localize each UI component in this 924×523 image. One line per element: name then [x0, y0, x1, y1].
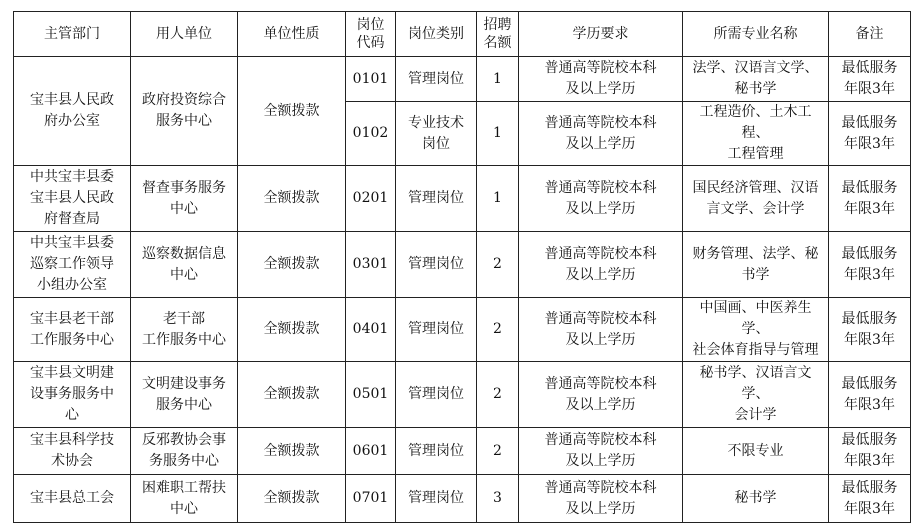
table-row: [14, 362, 911, 428]
category-cell: 管理岗位: [396, 428, 477, 475]
dept-cell: 宝丰县文明建 设事务服务中 心: [14, 362, 131, 428]
education-cell: 普通高等院校本科 及以上学历: [519, 102, 683, 166]
nature-cell: 全额拨款: [238, 362, 346, 428]
table-row: [14, 428, 911, 475]
category-cell: 管理岗位: [396, 232, 477, 298]
unit-cell: 反邪教协会事 务服务中心: [131, 428, 238, 475]
nature-cell: 全额拨款: [238, 166, 346, 232]
quota-cell: 2: [477, 232, 519, 298]
remark-cell: 最低服务 年限3年: [829, 362, 911, 428]
code-cell: 0701: [346, 475, 396, 523]
category-cell: 管理岗位: [396, 166, 477, 232]
nature-cell: 全额拨款: [238, 475, 346, 523]
header-nature: 单位性质: [238, 12, 346, 57]
category-cell: 管理岗位: [396, 298, 477, 362]
table-row: [14, 232, 911, 298]
code-cell: 0301: [346, 232, 396, 298]
category-cell: 管理岗位: [396, 362, 477, 428]
unit-cell: 文明建设事务 服务中心: [131, 362, 238, 428]
remark-cell: 最低服务 年限3年: [829, 428, 911, 475]
education-cell: 普通高等院校本科 及以上学历: [519, 362, 683, 428]
dept-cell: 宝丰县科学技 术协会: [14, 428, 131, 475]
nature-cell: 全额拨款: [238, 232, 346, 298]
dept-cell: 中共宝丰县委 巡察工作领导 小组办公室: [14, 232, 131, 298]
quota-cell: 1: [477, 102, 519, 166]
code-cell: 0101: [346, 57, 396, 102]
education-cell: 普通高等院校本科 及以上学历: [519, 298, 683, 362]
recruitment-table: [13, 11, 911, 523]
header-quota: 招聘 名额: [477, 12, 519, 57]
code-cell: 0201: [346, 166, 396, 232]
table-row: [14, 475, 911, 523]
category-cell: 管理岗位: [396, 57, 477, 102]
major-cell: 工程造价、土木工程、 工程管理: [683, 102, 829, 166]
education-cell: 普通高等院校本科 及以上学历: [519, 428, 683, 475]
header-category: 岗位类别: [396, 12, 477, 57]
header-row: [14, 12, 911, 57]
unit-cell: 巡察数据信息 中心: [131, 232, 238, 298]
unit-cell: 困难职工帮扶 中心: [131, 475, 238, 523]
table-row: [14, 298, 911, 362]
major-cell: 不限专业: [683, 428, 829, 475]
header-dept: 主管部门: [14, 12, 131, 57]
education-cell: 普通高等院校本科 及以上学历: [519, 57, 683, 102]
category-cell: 管理岗位: [396, 475, 477, 523]
header-remark: 备注: [829, 12, 911, 57]
remark-cell: 最低服务 年限3年: [829, 475, 911, 523]
quota-cell: 1: [477, 57, 519, 102]
quota-cell: 2: [477, 362, 519, 428]
nature-cell: 全额拨款: [238, 298, 346, 362]
nature-cell: 全额拨款: [238, 428, 346, 475]
remark-cell: 最低服务 年限3年: [829, 166, 911, 232]
dept-cell: 宝丰县老干部 工作服务中心: [14, 298, 131, 362]
major-cell: 秘书学: [683, 475, 829, 523]
header-major: 所需专业名称: [683, 12, 829, 57]
remark-cell: 最低服务 年限3年: [829, 57, 911, 102]
major-cell: 财务管理、法学、秘 书学: [683, 232, 829, 298]
header-code: 岗位 代码: [346, 12, 396, 57]
unit-cell: 政府投资综合 服务中心: [131, 57, 238, 166]
dept-cell: 中共宝丰县委 宝丰县人民政 府督查局: [14, 166, 131, 232]
remark-cell: 最低服务 年限3年: [829, 298, 911, 362]
major-cell: 秘书学、汉语言文学、 会计学: [683, 362, 829, 428]
category-cell: 专业技术 岗位: [396, 102, 477, 166]
unit-cell: 督查事务服务 中心: [131, 166, 238, 232]
education-cell: 普通高等院校本科 及以上学历: [519, 475, 683, 523]
major-cell: 中国画、中医养生学、 社会体育指导与管理: [683, 298, 829, 362]
header-education: 学历要求: [519, 12, 683, 57]
remark-cell: 最低服务 年限3年: [829, 232, 911, 298]
unit-cell: 老干部 工作服务中心: [131, 298, 238, 362]
major-cell: 国民经济管理、汉语 言文学、会计学: [683, 166, 829, 232]
code-cell: 0102: [346, 102, 396, 166]
code-cell: 0401: [346, 298, 396, 362]
quota-cell: 2: [477, 298, 519, 362]
header-unit: 用人单位: [131, 12, 238, 57]
education-cell: 普通高等院校本科 及以上学历: [519, 166, 683, 232]
quota-cell: 2: [477, 428, 519, 475]
nature-cell: 全额拨款: [238, 57, 346, 166]
quota-cell: 3: [477, 475, 519, 523]
dept-cell: 宝丰县总工会: [14, 475, 131, 523]
remark-cell: 最低服务 年限3年: [829, 102, 911, 166]
table-row: [14, 57, 911, 102]
code-cell: 0501: [346, 362, 396, 428]
quota-cell: 1: [477, 166, 519, 232]
table-row: [14, 166, 911, 232]
major-cell: 法学、汉语言文学、 秘书学: [683, 57, 829, 102]
dept-cell: 宝丰县人民政 府办公室: [14, 57, 131, 166]
education-cell: 普通高等院校本科 及以上学历: [519, 232, 683, 298]
code-cell: 0601: [346, 428, 396, 475]
